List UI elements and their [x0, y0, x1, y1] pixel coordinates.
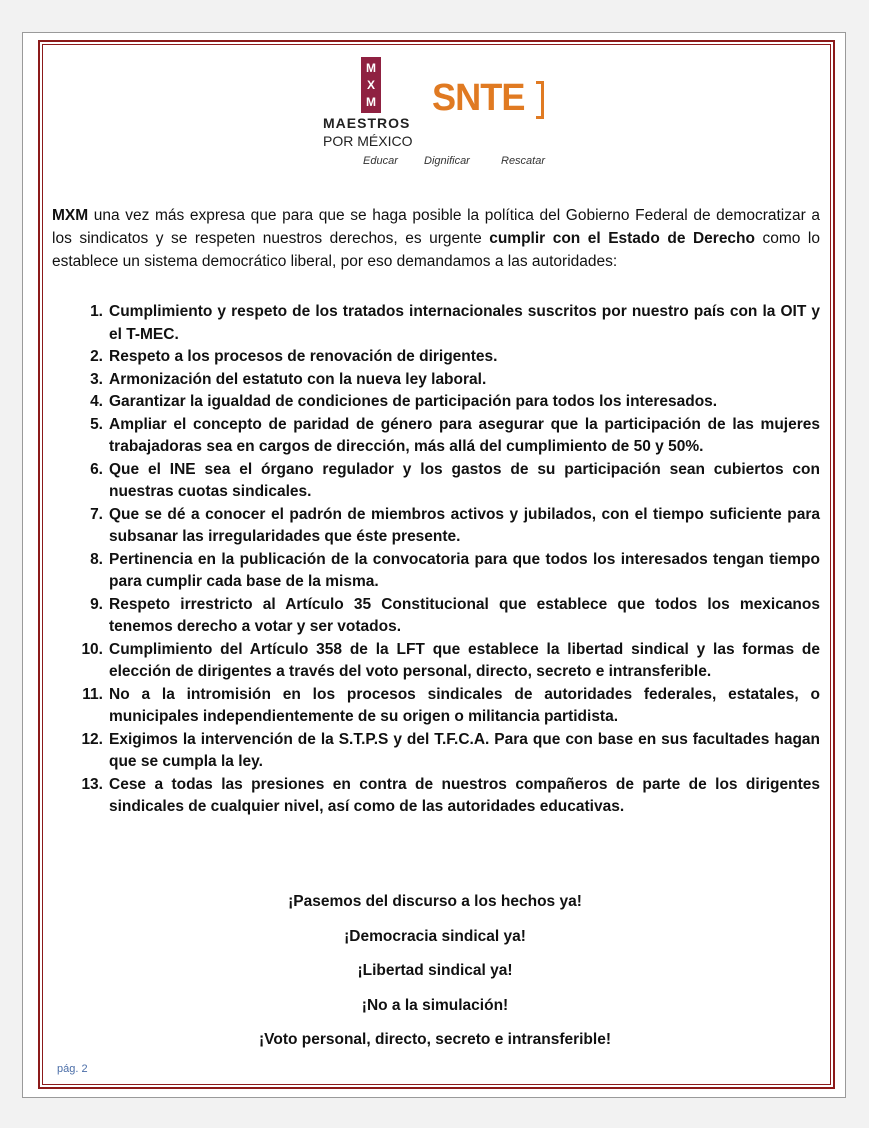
list-item-text: Exigimos la intervención de la S.T.P.S y del T.F.C.A. Para que con base en sus facultades hagan que se cumpla la ley.: [109, 730, 820, 770]
list-item: [73, 301, 820, 346]
list-item-text: Respeto irrestricto al Artículo 35 Constitucional que establece que todos los mexicanos tenemos derecho a votar y ser votados.: [109, 595, 820, 635]
list-item: [73, 729, 820, 774]
closing-line: ¡No a la simulación!: [361, 996, 509, 1014]
list-item-text: Garantizar la igualdad de condiciones de participación para todos los interesados.: [109, 393, 718, 410]
snte-logo: SNTE: [432, 75, 542, 123]
closing-line: ¡Libertad sindical ya!: [357, 962, 513, 979]
list-item-number: 11.: [82, 685, 103, 703]
list-item-number: 9.: [90, 595, 103, 613]
list-item-number: 7.: [90, 505, 103, 523]
header-logos: [321, 55, 561, 175]
demands-list: [73, 301, 820, 819]
list-item-number: 6.: [90, 460, 103, 478]
list-item: [73, 414, 820, 459]
list-item-text: Cese a todas las presiones en contra de nuestros compañeros de parte de los dirigentes sindicales de cualquier nivel, así como de las autoridades educativas.: [109, 775, 820, 815]
list-item-text: Pertinencia en la publicación de la convocatoria para que todos los interesados tengan tiempo para cumplir cada base de la misma.: [109, 550, 820, 590]
closing-line: ¡Democracia sindical ya!: [344, 927, 526, 945]
intro-paragraph: MXM una vez más expresa que para que se haga posible la política del Gobierno Federal de democratizar a los sindicatos y se respeten nuestros derechos, es urgente cumplir con el Estado de Derecho como lo establece un sistema democrático liberal, por eso demandamos a las autoridades:: [52, 207, 820, 270]
logo-text-maestros: MAESTROS: [323, 115, 411, 131]
list-item-text: Que se dé a conocer el padrón de miembros activos y jubilados, con el tiempo suficiente para subsanar las irregularidades que éste presente.: [109, 505, 820, 545]
list-item-number: 3.: [90, 370, 103, 388]
slogan-educar: Educar: [363, 155, 398, 167]
list-item: [73, 391, 820, 414]
list-item: [73, 369, 820, 392]
closing-line: ¡Pasemos del discurso a los hechos ya!: [288, 893, 582, 910]
slogan-dignificar: Dignificar: [424, 155, 470, 167]
list-item-text: Respeto a los procesos de renovación de dirigentes.: [109, 348, 498, 365]
list-item-text: Cumplimiento del Artículo 358 de la LFT que establece la libertad sindical y las formas de elección de dirigentes a través del voto personal, directo, secreto e intransferible.: [109, 640, 820, 680]
closing-slogans: [23, 885, 847, 1058]
list-item-text: Cumplimiento y respeto de los tratados internacionales suscritos por nuestro país con la OIT y el T-MEC.: [109, 303, 820, 343]
list-item-number: 4.: [90, 393, 103, 410]
list-item: [73, 594, 820, 639]
list-item: [73, 774, 820, 819]
list-item-text: Que el INE sea el órgano regulador y los gastos de su participación sean cubiertos con nuestras cuotas sindicales.: [109, 460, 820, 500]
list-item-number: 13.: [81, 775, 103, 793]
list-item-number: 1.: [90, 303, 103, 320]
slogan-rescatar: Rescatar: [501, 155, 546, 167]
list-item-number: 8.: [90, 550, 103, 568]
closing-line: ¡Voto personal, directo, secreto e intransferible!: [259, 1031, 611, 1048]
list-item-text: Armonización del estatuto con la nueva ley laboral.: [109, 370, 487, 388]
list-item-number: 5.: [90, 415, 103, 433]
list-item: [73, 459, 820, 504]
list-item: [73, 504, 820, 549]
logo-text-por-mexico: POR MÉXICO: [323, 133, 413, 149]
list-item-number: 12.: [81, 730, 103, 748]
list-item: [73, 684, 820, 729]
list-item: [73, 639, 820, 684]
list-item-text: Ampliar el concepto de paridad de género para asegurar que la participación de las mujeres trabajadoras sea en cargos de dirección, más allá del cumplimiento de 50 y 50%.: [109, 415, 820, 455]
list-item-number: 10.: [81, 640, 103, 658]
list-item: [73, 549, 820, 594]
page-number: pág. 2: [57, 1063, 88, 1075]
mxm-logo: M X M: [361, 57, 381, 113]
snte-bracket-icon: [536, 81, 544, 119]
list-item: [73, 346, 820, 369]
list-item-number: 2.: [90, 348, 103, 365]
list-item-text: No a la intromisión en los procesos sindicales de autoridades federales, estatales, o municipales independientemente de su origen o militancia partidista.: [109, 685, 820, 725]
document-page: [22, 32, 846, 1098]
